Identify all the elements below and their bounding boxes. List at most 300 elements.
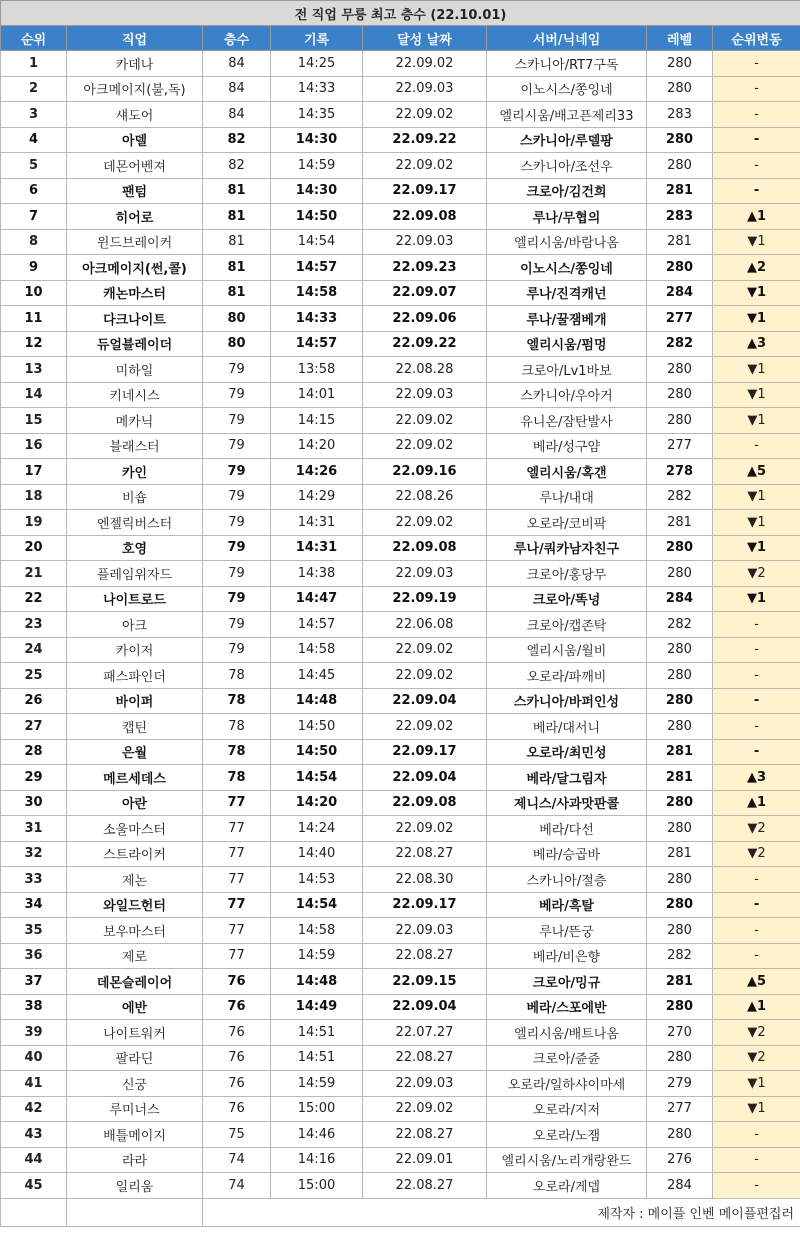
floor-cell: 76 [203, 1096, 271, 1122]
date-cell: 22.08.27 [363, 1122, 487, 1148]
rank-change-cell: - [713, 612, 800, 638]
server-nickname-cell: 크로아/김건희 [487, 178, 647, 204]
level-cell: 280 [647, 535, 713, 561]
date-cell: 22.09.22 [363, 331, 487, 357]
floor-cell: 80 [203, 306, 271, 332]
table-row [1, 255, 800, 281]
table-row [1, 433, 800, 459]
date-cell: 22.09.08 [363, 535, 487, 561]
table-row [1, 994, 800, 1020]
job-cell: 소울마스터 [67, 816, 203, 842]
job-cell: 은월 [67, 739, 203, 765]
job-cell: 아델 [67, 127, 203, 153]
time-cell: 14:45 [271, 663, 363, 689]
rank-cell: 12 [1, 331, 67, 357]
rank-cell: 6 [1, 178, 67, 204]
rank-change-cell: - [713, 433, 800, 459]
job-cell: 보우마스터 [67, 918, 203, 944]
date-cell: 22.09.06 [363, 306, 487, 332]
job-cell: 윈드브레이커 [67, 229, 203, 255]
date-cell: 22.09.02 [363, 408, 487, 434]
table-row [1, 612, 800, 638]
job-cell: 섀도어 [67, 102, 203, 128]
table-row [1, 1147, 800, 1173]
level-cell: 280 [647, 790, 713, 816]
table-row [1, 229, 800, 255]
level-cell: 280 [647, 663, 713, 689]
level-cell: 280 [647, 153, 713, 179]
job-cell: 루미너스 [67, 1096, 203, 1122]
rank-change-cell: ▲3 [713, 765, 800, 791]
time-cell: 14:54 [271, 229, 363, 255]
floor-cell: 76 [203, 1020, 271, 1046]
rank-change-cell: ▲1 [713, 994, 800, 1020]
table-row [1, 1096, 800, 1122]
level-cell: 277 [647, 1096, 713, 1122]
server-nickname-cell: 오로라/게뎁 [487, 1173, 647, 1199]
job-cell: 아크메이지(불,독) [67, 76, 203, 102]
level-cell: 283 [647, 204, 713, 230]
level-cell: 280 [647, 714, 713, 740]
level-cell: 283 [647, 102, 713, 128]
job-cell: 바이퍼 [67, 688, 203, 714]
time-cell: 14:30 [271, 178, 363, 204]
level-cell: 278 [647, 459, 713, 485]
level-cell: 277 [647, 306, 713, 332]
table-row [1, 102, 800, 128]
job-cell: 미하일 [67, 357, 203, 383]
table-row [1, 204, 800, 230]
server-nickname-cell: 유니온/잠탄발사 [487, 408, 647, 434]
time-cell: 14:53 [271, 867, 363, 893]
time-cell: 14:38 [271, 561, 363, 587]
rank-change-cell: ▼1 [713, 1071, 800, 1097]
date-cell: 22.09.02 [363, 714, 487, 740]
job-cell: 플레임위자드 [67, 561, 203, 587]
date-cell: 22.08.27 [363, 1045, 487, 1071]
server-nickname-cell: 베라/다선 [487, 816, 647, 842]
floor-cell: 74 [203, 1173, 271, 1199]
server-nickname-cell: 오로라/코비팍 [487, 510, 647, 536]
time-cell: 14:50 [271, 714, 363, 740]
date-cell: 22.09.03 [363, 561, 487, 587]
floor-cell: 81 [203, 178, 271, 204]
date-cell: 22.09.04 [363, 765, 487, 791]
floor-cell: 76 [203, 1045, 271, 1071]
level-cell: 280 [647, 816, 713, 842]
job-cell: 카이저 [67, 637, 203, 663]
table-body [1, 51, 800, 1199]
date-cell: 22.09.02 [363, 816, 487, 842]
level-cell: 281 [647, 229, 713, 255]
time-cell: 14:54 [271, 765, 363, 791]
floor-cell: 77 [203, 892, 271, 918]
rank-cell: 13 [1, 357, 67, 383]
table-row [1, 178, 800, 204]
floor-cell: 77 [203, 918, 271, 944]
rank-cell: 19 [1, 510, 67, 536]
job-cell: 와일드헌터 [67, 892, 203, 918]
table-row [1, 76, 800, 102]
level-cell: 280 [647, 637, 713, 663]
date-cell: 22.09.03 [363, 918, 487, 944]
job-cell: 메르세데스 [67, 765, 203, 791]
floor-cell: 77 [203, 867, 271, 893]
floor-cell: 74 [203, 1147, 271, 1173]
time-cell: 14:50 [271, 739, 363, 765]
level-cell: 280 [647, 918, 713, 944]
floor-cell: 79 [203, 433, 271, 459]
level-cell: 280 [647, 127, 713, 153]
rank-change-cell: - [713, 892, 800, 918]
server-nickname-cell: 오로라/일하샤이마세 [487, 1071, 647, 1097]
table-row [1, 1045, 800, 1071]
job-cell: 데몬어벤져 [67, 153, 203, 179]
rank-cell: 20 [1, 535, 67, 561]
job-cell: 카데나 [67, 51, 203, 77]
sheet-title: 전 직업 무릉 최고 층수 (22.10.01) [1, 1, 800, 26]
floor-cell: 79 [203, 535, 271, 561]
table-row [1, 943, 800, 969]
date-cell: 22.07.27 [363, 1020, 487, 1046]
floor-cell: 76 [203, 1071, 271, 1097]
table-row [1, 357, 800, 383]
date-cell: 22.09.02 [363, 663, 487, 689]
time-cell: 14:33 [271, 76, 363, 102]
floor-cell: 77 [203, 790, 271, 816]
rank-change-cell: - [713, 1147, 800, 1173]
rank-cell: 34 [1, 892, 67, 918]
level-cell: 280 [647, 51, 713, 77]
server-nickname-cell: 루나/내대 [487, 484, 647, 510]
time-cell: 14:50 [271, 204, 363, 230]
server-nickname-cell: 스카니아/바퍼인성 [487, 688, 647, 714]
header-level: 레벨 [647, 26, 713, 51]
job-cell: 엔젤릭버스터 [67, 510, 203, 536]
time-cell: 14:29 [271, 484, 363, 510]
level-cell: 281 [647, 178, 713, 204]
rank-change-cell: ▼2 [713, 841, 800, 867]
time-cell: 15:00 [271, 1096, 363, 1122]
floor-cell: 78 [203, 739, 271, 765]
rank-cell: 1 [1, 51, 67, 77]
date-cell: 22.09.04 [363, 688, 487, 714]
date-cell: 22.09.17 [363, 892, 487, 918]
rank-change-cell: ▲1 [713, 790, 800, 816]
rank-cell: 25 [1, 663, 67, 689]
server-nickname-cell: 베라/승곱바 [487, 841, 647, 867]
date-cell: 22.09.04 [363, 994, 487, 1020]
table-row [1, 153, 800, 179]
server-nickname-cell: 크로아/홍당무 [487, 561, 647, 587]
floor-cell: 84 [203, 102, 271, 128]
date-cell: 22.09.19 [363, 586, 487, 612]
time-cell: 14:20 [271, 790, 363, 816]
table-row [1, 535, 800, 561]
table-row [1, 510, 800, 536]
floor-cell: 77 [203, 841, 271, 867]
table-row [1, 331, 800, 357]
rank-cell: 43 [1, 1122, 67, 1148]
rank-change-cell: ▼1 [713, 357, 800, 383]
floor-cell: 81 [203, 280, 271, 306]
time-cell: 14:24 [271, 816, 363, 842]
rank-change-cell: ▼1 [713, 1096, 800, 1122]
rank-change-cell: ▼1 [713, 306, 800, 332]
level-cell: 280 [647, 1045, 713, 1071]
rank-change-cell: - [713, 637, 800, 663]
rank-cell: 24 [1, 637, 67, 663]
rank-cell: 16 [1, 433, 67, 459]
server-nickname-cell: 루나/진격캐넌 [487, 280, 647, 306]
rank-cell: 10 [1, 280, 67, 306]
rank-cell: 40 [1, 1045, 67, 1071]
job-cell: 배틀메이지 [67, 1122, 203, 1148]
date-cell: 22.09.08 [363, 790, 487, 816]
footer-empty-cell [1, 1198, 67, 1226]
job-cell: 카인 [67, 459, 203, 485]
server-nickname-cell: 루나/뜬궁 [487, 918, 647, 944]
server-nickname-cell: 루나/무협의 [487, 204, 647, 230]
server-nickname-cell: 스카니아/절층 [487, 867, 647, 893]
rank-cell: 30 [1, 790, 67, 816]
level-cell: 280 [647, 994, 713, 1020]
rank-change-cell: - [713, 1122, 800, 1148]
time-cell: 14:51 [271, 1020, 363, 1046]
server-nickname-cell: 오로라/파깨비 [487, 663, 647, 689]
date-cell: 22.09.02 [363, 637, 487, 663]
level-cell: 270 [647, 1020, 713, 1046]
time-cell: 14:20 [271, 433, 363, 459]
date-cell: 22.09.02 [363, 51, 487, 77]
job-cell: 메카닉 [67, 408, 203, 434]
time-cell: 14:30 [271, 127, 363, 153]
rank-change-cell: ▼1 [713, 586, 800, 612]
floor-cell: 79 [203, 382, 271, 408]
time-cell: 14:58 [271, 918, 363, 944]
server-nickname-cell: 베라/대서니 [487, 714, 647, 740]
rank-cell: 2 [1, 76, 67, 102]
header-row [1, 26, 800, 51]
table-row [1, 739, 800, 765]
rank-change-cell: ▼1 [713, 535, 800, 561]
time-cell: 14:01 [271, 382, 363, 408]
floor-cell: 84 [203, 51, 271, 77]
date-cell: 22.09.03 [363, 76, 487, 102]
floor-cell: 81 [203, 229, 271, 255]
floor-cell: 79 [203, 612, 271, 638]
job-cell: 캡틴 [67, 714, 203, 740]
table-row [1, 918, 800, 944]
level-cell: 280 [647, 357, 713, 383]
rank-change-cell: ▼1 [713, 484, 800, 510]
rank-cell: 22 [1, 586, 67, 612]
rank-cell: 23 [1, 612, 67, 638]
table-row [1, 867, 800, 893]
floor-cell: 79 [203, 357, 271, 383]
time-cell: 14:25 [271, 51, 363, 77]
rank-cell: 29 [1, 765, 67, 791]
server-nickname-cell: 크로아/똑넝 [487, 586, 647, 612]
level-cell: 282 [647, 943, 713, 969]
floor-cell: 78 [203, 663, 271, 689]
floor-cell: 82 [203, 127, 271, 153]
table-row [1, 1071, 800, 1097]
server-nickname-cell: 엘리시움/노리개랑완드 [487, 1147, 647, 1173]
floor-cell: 77 [203, 816, 271, 842]
server-nickname-cell: 루나/꿀잼베개 [487, 306, 647, 332]
rank-change-cell: - [713, 178, 800, 204]
rank-change-cell: - [713, 943, 800, 969]
rank-change-cell: ▲3 [713, 331, 800, 357]
level-cell: 284 [647, 280, 713, 306]
level-cell: 280 [647, 255, 713, 281]
credit-text: 제작자 : 메이플 인벤 메이플편집러 [203, 1198, 800, 1226]
table-row [1, 408, 800, 434]
date-cell: 22.08.27 [363, 841, 487, 867]
date-cell: 22.09.01 [363, 1147, 487, 1173]
floor-cell: 76 [203, 969, 271, 995]
server-nickname-cell: 엘리시움/월비 [487, 637, 647, 663]
floor-cell: 79 [203, 459, 271, 485]
level-cell: 280 [647, 561, 713, 587]
rank-change-cell: - [713, 663, 800, 689]
table-row [1, 969, 800, 995]
date-cell: 22.06.08 [363, 612, 487, 638]
date-cell: 22.09.07 [363, 280, 487, 306]
job-cell: 나이트워커 [67, 1020, 203, 1046]
header-floor: 층수 [203, 26, 271, 51]
table-row [1, 714, 800, 740]
level-cell: 281 [647, 510, 713, 536]
rank-change-cell: ▼1 [713, 229, 800, 255]
rank-cell: 44 [1, 1147, 67, 1173]
rank-change-cell: ▲5 [713, 969, 800, 995]
time-cell: 14:47 [271, 586, 363, 612]
level-cell: 281 [647, 841, 713, 867]
level-cell: 276 [647, 1147, 713, 1173]
rank-cell: 4 [1, 127, 67, 153]
server-nickname-cell: 베라/성구얌 [487, 433, 647, 459]
date-cell: 22.09.03 [363, 382, 487, 408]
rank-cell: 7 [1, 204, 67, 230]
level-cell: 282 [647, 331, 713, 357]
rank-change-cell: - [713, 714, 800, 740]
floor-cell: 82 [203, 153, 271, 179]
rank-cell: 45 [1, 1173, 67, 1199]
time-cell: 14:51 [271, 1045, 363, 1071]
table-row [1, 841, 800, 867]
title-row [1, 1, 800, 26]
table-row [1, 688, 800, 714]
server-nickname-cell: 오로라/지저 [487, 1096, 647, 1122]
table-row [1, 382, 800, 408]
date-cell: 22.08.27 [363, 943, 487, 969]
date-cell: 22.08.28 [363, 357, 487, 383]
server-nickname-cell: 베라/스포에반 [487, 994, 647, 1020]
rank-cell: 14 [1, 382, 67, 408]
rank-change-cell: - [713, 153, 800, 179]
time-cell: 14:54 [271, 892, 363, 918]
server-nickname-cell: 베라/비은향 [487, 943, 647, 969]
rank-cell: 3 [1, 102, 67, 128]
server-nickname-cell: 엘리시움/배트나옴 [487, 1020, 647, 1046]
server-nickname-cell: 제니스/사과맛판콜 [487, 790, 647, 816]
date-cell: 22.09.17 [363, 739, 487, 765]
date-cell: 22.09.23 [363, 255, 487, 281]
job-cell: 히어로 [67, 204, 203, 230]
job-cell: 에반 [67, 994, 203, 1020]
time-cell: 14:49 [271, 994, 363, 1020]
rank-cell: 8 [1, 229, 67, 255]
floor-cell: 81 [203, 255, 271, 281]
job-cell: 신궁 [67, 1071, 203, 1097]
rank-cell: 28 [1, 739, 67, 765]
date-cell: 22.09.02 [363, 510, 487, 536]
rank-cell: 41 [1, 1071, 67, 1097]
rank-change-cell: - [713, 867, 800, 893]
server-nickname-cell: 엘리시움/펌멍 [487, 331, 647, 357]
table-row [1, 586, 800, 612]
job-cell: 키네시스 [67, 382, 203, 408]
floor-cell: 79 [203, 637, 271, 663]
table-row [1, 1020, 800, 1046]
rank-change-cell: ▼2 [713, 1020, 800, 1046]
server-nickname-cell: 스카니아/우아거 [487, 382, 647, 408]
rank-cell: 38 [1, 994, 67, 1020]
level-cell: 277 [647, 433, 713, 459]
rank-cell: 39 [1, 1020, 67, 1046]
date-cell: 22.09.02 [363, 1096, 487, 1122]
rank-cell: 36 [1, 943, 67, 969]
server-nickname-cell: 이노시스/쫑잉네 [487, 76, 647, 102]
level-cell: 280 [647, 688, 713, 714]
level-cell: 280 [647, 867, 713, 893]
floor-cell: 79 [203, 586, 271, 612]
table-row [1, 637, 800, 663]
table-row [1, 459, 800, 485]
job-cell: 팬텀 [67, 178, 203, 204]
table-row [1, 663, 800, 689]
job-cell: 패스파인더 [67, 663, 203, 689]
level-cell: 280 [647, 382, 713, 408]
floor-cell: 78 [203, 714, 271, 740]
rank-change-cell: ▼2 [713, 816, 800, 842]
job-cell: 아란 [67, 790, 203, 816]
time-cell: 14:58 [271, 280, 363, 306]
time-cell: 14:59 [271, 943, 363, 969]
rank-change-cell: - [713, 102, 800, 128]
server-nickname-cell: 엘리시움/혹갠 [487, 459, 647, 485]
date-cell: 22.09.08 [363, 204, 487, 230]
server-nickname-cell: 엘리시움/배고픈제리33 [487, 102, 647, 128]
date-cell: 22.09.02 [363, 433, 487, 459]
job-cell: 다크나이트 [67, 306, 203, 332]
header-time: 기록 [271, 26, 363, 51]
rank-cell: 33 [1, 867, 67, 893]
time-cell: 13:58 [271, 357, 363, 383]
date-cell: 22.09.02 [363, 102, 487, 128]
date-cell: 22.08.27 [363, 1173, 487, 1199]
rank-change-cell: ▲2 [713, 255, 800, 281]
rank-cell: 32 [1, 841, 67, 867]
date-cell: 22.09.17 [363, 178, 487, 204]
server-nickname-cell: 베라/흑탈 [487, 892, 647, 918]
table-row [1, 561, 800, 587]
rank-cell: 11 [1, 306, 67, 332]
time-cell: 14:16 [271, 1147, 363, 1173]
rank-change-cell: - [713, 739, 800, 765]
